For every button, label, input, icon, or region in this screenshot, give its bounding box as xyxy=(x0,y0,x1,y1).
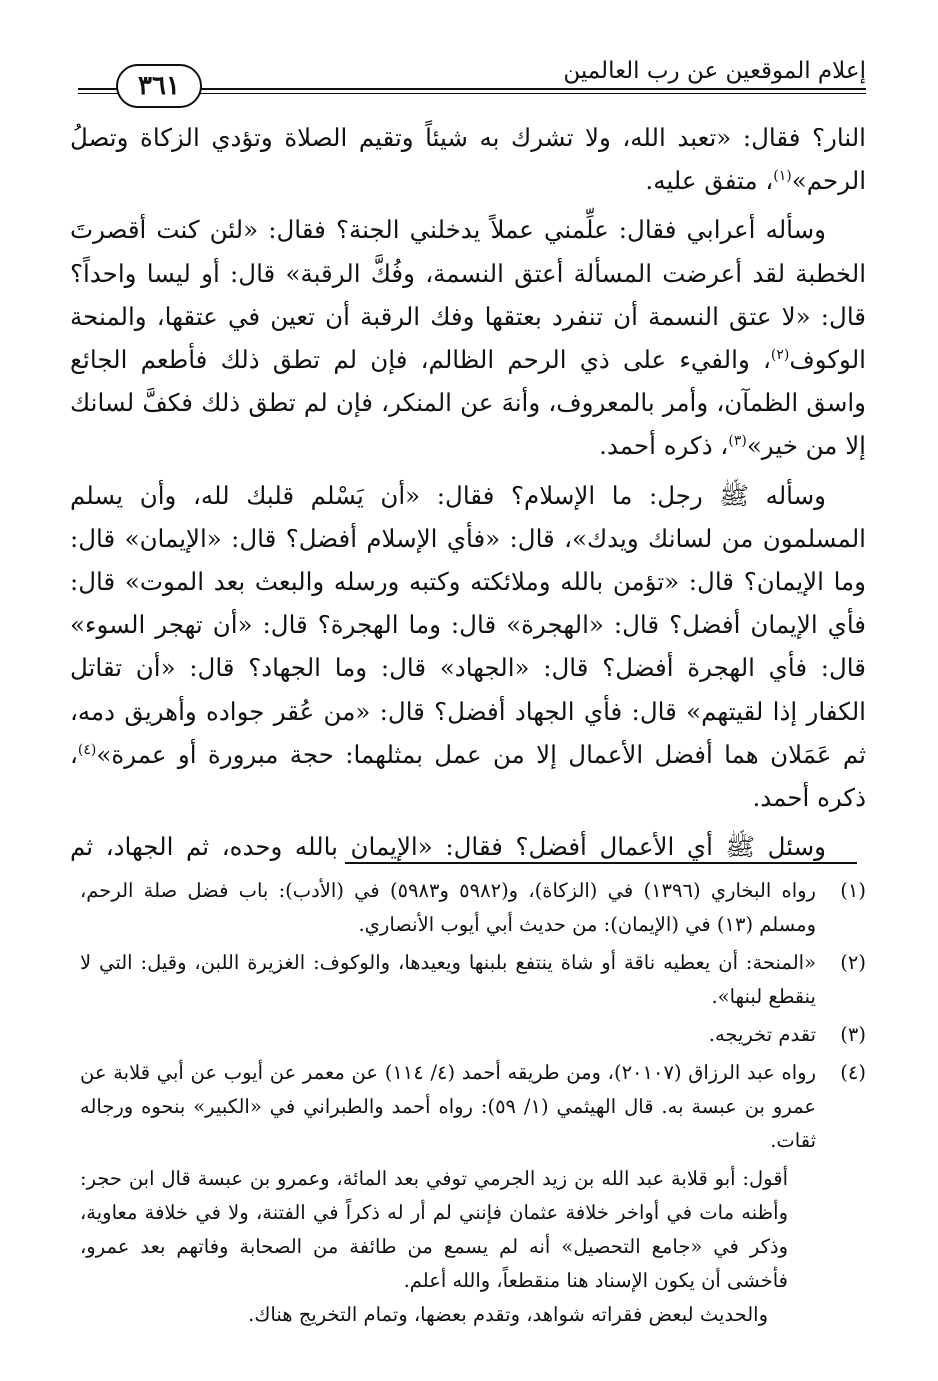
running-title: إعلام الموقعين عن رب العالمين xyxy=(563,58,866,84)
footnote-4 xyxy=(80,1056,866,1158)
footnote-ref-1: (١) xyxy=(773,168,792,185)
footnote-1-text: رواه البخاري (١٣٩٦) في (الزكاة)، و(٥٩٨٢ و٥٩٨٣) في (الأدب): باب فضل صلة الرحم، ومسلم (١٣) في (الإيمان): من حديث أبي أيوب الأنصاري. xyxy=(80,879,816,936)
footnote-3 xyxy=(80,1018,866,1052)
footnote-2-text: «المنحة: أن يعطيه ناقة أو شاة ينتفع بلبنها ويعيدها، والوكوف: الغزيرة اللبن، وقيل: التي لا ينقطع لبنها». xyxy=(80,951,816,1008)
footnote-closing: والحديث لبعض فقراته شواهد، وتقدم بعضها، وتمام التخريج هناك. xyxy=(248,1303,768,1326)
page-header xyxy=(78,52,866,100)
paragraph-2 xyxy=(70,208,866,467)
paragraph-3-text: وسأله ﷺ رجل: ما الإسلام؟ فقال: «أن يَسْلم قلبك لله، وأن يسلم المسلمون من لسانك ويدك»، قال: «فأي الإسلام أفضل؟ قال: «الإيمان» قال: وما الإيمان؟ قال: «تؤمن بالله وملائكته وكتبه ورسله والبعث بعد الموت» قال: فأي الإيمان أفضل؟ قال: «الهجرة» قال: وما الهجرة؟ قال: «أن تهجر السوء» قال: فأي الهجرة أفضل؟ قال: «الجهاد» قال: وما الجهاد؟ قال: «أن تقاتل الكفار إذا لقيتهم» قال: فأي الجهاد أفضل؟ قال: «من عُقر جواده وأهريق دمه، ثم عَمَلان هما أفضل الأعمال إلا من عمل بمثلهما: حجة مبرورة أو عمرة» xyxy=(70,480,866,769)
footnote-2 xyxy=(80,946,866,1014)
paragraph-1 xyxy=(70,116,866,202)
paragraph-2-end: ، ذكره أحمد. xyxy=(599,431,729,461)
footnote-4-text: رواه عبد الرزاق (٢٠١٠٧)، ومن طريقه أحمد (٤/ ١١٤) عن معمر عن أيوب عن أبي قلابة عن عمرو بن عبسة به. قال الهيثمي (١/ ٥٩): رواه أحمد والطبراني في «الكبير» بنحوه ورجاله ثقات. xyxy=(80,1061,816,1152)
footnote-ref-4: (٤) xyxy=(77,741,97,758)
footnote-separator xyxy=(345,862,857,864)
footnote-4-number: (٤) xyxy=(840,1061,866,1084)
paragraph-2-text-a: وسأله أعرابي فقال: علِّمني عملاً يدخلني الجنة؟ فقال: «لئن كنت أقصرتَ الخطبة لقد أعرضت المسألة أعتق النسمة، وفُكَّ الرقبة» قال: أو ليسا واحداً؟ قال: «لا عتق النسمة أن تنفرد بعتقها وفك الرقبة أن تعين في عتقها، والمنحة الوكوف xyxy=(70,215,866,375)
paragraph-1-end: ، متفق عليه. xyxy=(645,166,774,196)
footnotes xyxy=(80,874,866,1332)
footnote-2-number: (٢) xyxy=(840,951,866,974)
paragraph-2-text-b: ، والفيء على ذي الرحم الظالم، فإن لم تطق ذلك فأطعم الجائع واسق الظمآن، وأمر بالمعروف، وأنهَ عن المنكر، فإن لم تطق ذلك فكفَّ لسانك إلا من خير» xyxy=(70,345,866,461)
footnote-3-text: تقدم تخريجه. xyxy=(708,1023,816,1046)
footnote-ref-2: (٢) xyxy=(770,346,790,363)
footnote-1 xyxy=(80,874,866,942)
footnote-commentary: أقول: أبو قلابة عبد الله بن زيد الجرمي توفي بعد المائة، وعمرو بن عبسة قال ابن حجر: وأظنه مات في أواخر خلافة عثمان فإنني لم أر له ذكراً في الفتنة، ولا في خلافة معاوية، وذكر في «جامع التحصيل» أنه لم يسمع من طائفة من الصحابة وفاتهم بعد عمرو، فأخشى أن يكون الإسناد هنا منقطعاً، والله أعلم. xyxy=(80,1167,788,1292)
footnote-1-number: (١) xyxy=(840,879,866,902)
footnote-ref-3: (٣) xyxy=(728,433,747,450)
paragraph-1-text: النار؟ فقال: «تعبد الله، ولا تشرك به شيئاً وتقيم الصلاة وتؤدي الزكاة وتصلُ الرحم» xyxy=(70,123,866,196)
paragraph-4-text: وسئل ﷺ أي الأعمال أفضل؟ فقال: «الإيمان بالله وحده، ثم الجهاد، ثم xyxy=(70,832,826,862)
paragraph-3 xyxy=(70,474,866,820)
page-number: ٣٦١ xyxy=(116,64,202,108)
main-text xyxy=(70,116,866,868)
footnote-3-number: (٣) xyxy=(840,1023,866,1046)
paragraph-3-end: ، ذكره أحمد. xyxy=(70,739,866,813)
